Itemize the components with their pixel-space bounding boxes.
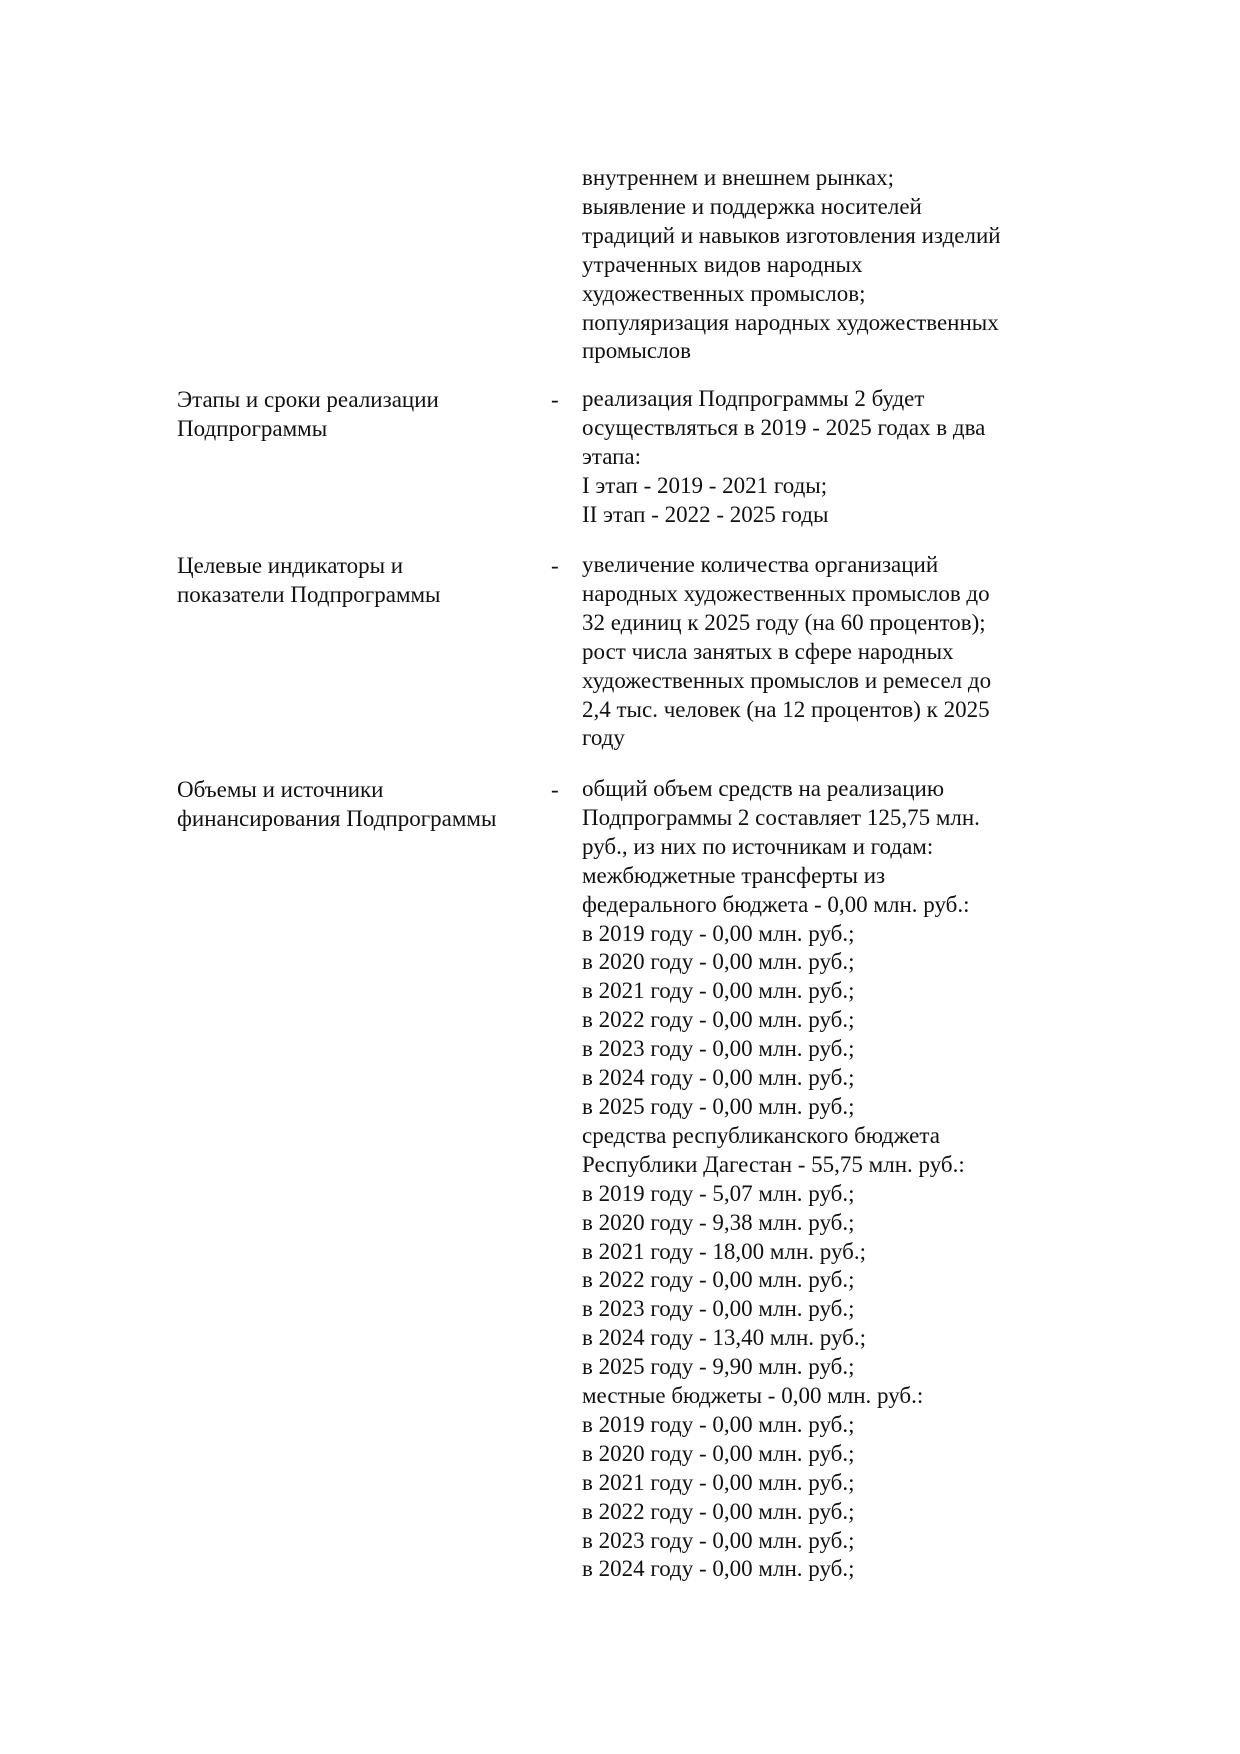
label-line: показатели Подпрограммы <box>177 582 441 607</box>
text-line: этапа: <box>582 443 642 469</box>
text-line: средства республиканского бюджета <box>582 1122 940 1148</box>
text-line: в 2019 году - 0,00 млн. руб.; <box>582 1411 855 1437</box>
text-line: году <box>582 725 625 751</box>
text-line: в 2020 году - 0,00 млн. руб.; <box>582 949 855 975</box>
text-line: в 2025 году - 9,90 млн. руб.; <box>582 1354 855 1380</box>
text-line: народных художественных промыслов до <box>582 580 990 606</box>
label-line: Этапы и сроки реализации <box>177 387 439 412</box>
text-line: в 2019 году - 5,07 млн. руб.; <box>582 1180 855 1206</box>
text-line: 2,4 тыс. человек (на 12 процентов) к 2025 <box>582 696 990 722</box>
text-line: выявление и поддержка носителей <box>582 193 922 219</box>
text-line: в 2020 году - 9,38 млн. руб.; <box>582 1209 855 1235</box>
text-line: утраченных видов народных <box>582 251 863 277</box>
row-dash: - <box>551 777 559 802</box>
label-line: финансирования Подпрограммы <box>177 806 497 831</box>
row-content <box>582 551 1062 753</box>
text-line: рост числа занятых в сфере народных <box>582 638 954 664</box>
text-line: общий объем средств на реализацию <box>582 776 945 801</box>
text-line: художественных промыслов и ремесел до <box>582 667 992 693</box>
text-line: осуществляться в 2019 - 2025 годах в два <box>582 414 986 440</box>
text-line: в 2024 году - 0,00 млн. руб.; <box>582 1065 855 1091</box>
text-line: в 2023 году - 0,00 млн. руб.; <box>582 1527 855 1553</box>
text-line: увеличение количества организаций <box>582 552 939 577</box>
text-line: промыслов <box>582 338 691 364</box>
row-content <box>582 775 1062 1584</box>
text-line: II этап - 2022 - 2025 годы <box>582 501 829 527</box>
text-line: в 2021 году - 0,00 млн. руб.; <box>582 978 855 1004</box>
text-line: I этап - 2019 - 2021 годы; <box>582 472 828 498</box>
label-line: Объемы и источники <box>177 777 384 802</box>
text-line: в 2020 году - 0,00 млн. руб.; <box>582 1440 855 1466</box>
row-label <box>177 551 547 609</box>
text-line: традиций и навыков изготовления изделий <box>582 222 1001 248</box>
text-line: местные бюджеты - 0,00 млн. руб.: <box>582 1383 924 1409</box>
continuation-text <box>582 164 1062 366</box>
row-dash: - <box>551 387 559 412</box>
text-line: художественных промыслов; <box>582 280 866 306</box>
text-line: в 2022 году - 0,00 млн. руб.; <box>582 1007 855 1033</box>
text-line: в 2023 году - 0,00 млн. руб.; <box>582 1036 855 1062</box>
text-line: в 2019 году - 0,00 млн. руб.; <box>582 920 855 946</box>
text-line: в 2022 году - 0,00 млн. руб.; <box>582 1498 855 1524</box>
label-line: Подпрограммы <box>177 416 328 441</box>
label-line: Целевые индикаторы и <box>177 553 404 578</box>
row-dash: - <box>551 553 559 578</box>
text-line: 32 единиц к 2025 году (на 60 процентов); <box>582 609 986 635</box>
row-content <box>582 385 1062 530</box>
text-line: руб., из них по источникам и годам: <box>582 833 934 859</box>
text-line: федерального бюджета - 0,00 млн. руб.: <box>582 891 970 917</box>
text-line: в 2024 году - 13,40 млн. руб.; <box>582 1325 866 1351</box>
text-line: в 2024 году - 0,00 млн. руб.; <box>582 1556 855 1582</box>
text-line: внутреннем и внешнем рынках; <box>582 165 894 190</box>
row-label <box>177 385 547 443</box>
text-line: межбюджетные трансферты из <box>582 862 886 888</box>
text-line: Республики Дагестан - 55,75 млн. руб.: <box>582 1151 965 1177</box>
text-line: в 2022 году - 0,00 млн. руб.; <box>582 1267 855 1293</box>
text-line: в 2021 году - 0,00 млн. руб.; <box>582 1469 855 1495</box>
text-line: в 2023 году - 0,00 млн. руб.; <box>582 1296 855 1322</box>
text-line: популяризация народных художественных <box>582 309 999 335</box>
text-line: реализация Подпрограммы 2 будет <box>582 386 925 411</box>
row-label <box>177 775 547 833</box>
text-line: в 2021 году - 18,00 млн. руб.; <box>582 1238 866 1264</box>
text-line: в 2025 году - 0,00 млн. руб.; <box>582 1093 855 1119</box>
text-line: Подпрограммы 2 составляет 125,75 млн. <box>582 804 980 830</box>
